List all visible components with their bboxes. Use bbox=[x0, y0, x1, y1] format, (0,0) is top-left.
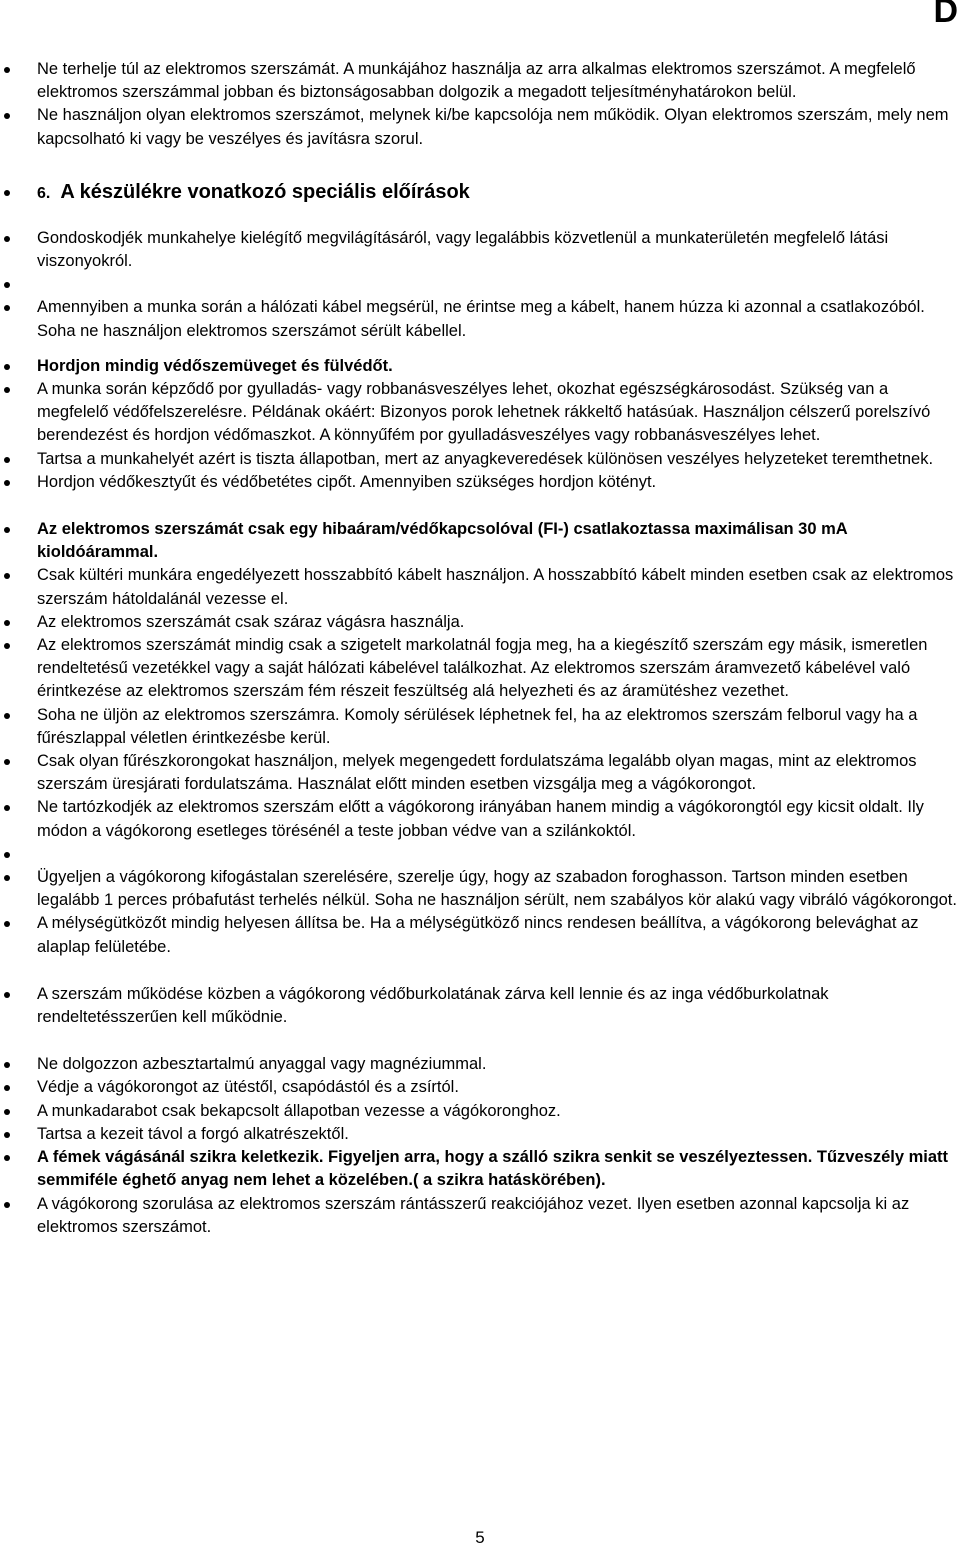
page-number: 5 bbox=[475, 1528, 485, 1547]
section-letter-marker: D bbox=[933, 0, 958, 30]
list-item: Ügyeljen a vágókorong kifogástalan szerelésére, szerelje úgy, hogy az szabadon foroghasson. Tartson minden esetben legalább 1 perces próbafutást terhelés nélkül. Soha ne használjon sérült, nem szabályos kör alakú vagy vibráló vágókorongot. bbox=[0, 866, 958, 912]
list-item: A munka során képződő por gyulladás- vagy robbanásveszélyes lehet, okozhat egészségkárosodást. Szükség van a megfelelő védőfelszerelésre. Példának okáért: Bizonyos porok lehetnek rákkeltő hatásúak. Használjon célszerű porelszívó berendezést és hordjon védőmaszkot. A könnyűfém por gyulladásveszélyes vagy robbanásveszélyes lehet. bbox=[0, 378, 958, 448]
list-item: A vágókorong szorulása az elektromos szerszám rántásszerű reakciójához vezet. Ilyen esetben azonnal kapcsolja ki az elektromos szerszámot. bbox=[0, 1193, 958, 1239]
empty-list-item bbox=[0, 273, 958, 296]
section-heading bbox=[0, 179, 958, 207]
list-item: Védje a vágókorongot az ütéstől, csapódástól és a zsírtól. bbox=[0, 1076, 958, 1099]
section-heading-list bbox=[0, 179, 958, 207]
list-item: Ne dolgozzon azbesztartalmú anyaggal vagy magnéziummal. bbox=[0, 1053, 958, 1076]
list-item: Ne használjon olyan elektromos szerszámot, melynek ki/be kapcsolója nem működik. Olyan elektromos szerszám, mely nem kapcsolható ki vagy be veszélyes és javításra szorul. bbox=[0, 104, 958, 150]
list-item: Gondoskodjék munkahelye kielégítő megvilágításáról, vagy legalábbis közvetlenül a munkaterületén megfelelő látási viszonyokról. bbox=[0, 227, 958, 273]
section-number: 6. bbox=[37, 184, 51, 202]
list-item: Hordjon mindig védőszemüveget és fülvédőt. bbox=[0, 355, 958, 378]
safety-list bbox=[0, 227, 958, 1239]
list-item: Soha ne üljön az elektromos szerszámra. Komoly sérülések léphetnek fel, ha az elektromos szerszám felborul vagy ha a fűrészlappal véletlen érintkezésbe kerül. bbox=[0, 704, 958, 750]
empty-list-item bbox=[0, 843, 958, 866]
list-item: Az elektromos szerszámát mindig csak a szigetelt markolatnál fogja meg, ha a kiegészítő szerszám egy másik, ismeretlen rendeltetésű vezetékkel vagy a saját hálózati kábelével találkozhat. Az elektromos szerszám áramvezető kábelével való érintkezése az elektromos szerszám fém részeit feszültség alá helyezheti és az áramütéshez vezethet. bbox=[0, 634, 958, 704]
list-item: A munkadarabot csak bekapcsolt állapotban vezesse a vágókoronghoz. bbox=[0, 1100, 958, 1123]
list-item: A mélységütközőt mindig helyesen állítsa be. Ha a mélységütköző nincs rendesen beállítva, a vágókorong belevághat az alaplap felületébe. bbox=[0, 912, 958, 958]
list-item: Ne terhelje túl az elektromos szerszámát. A munkájához használja az arra alkalmas elektromos szerszámot. A megfelelő elektromos szerszámmal jobban és biztonságosabban dolgozik a megadott teljesítményhatárokon belül. bbox=[0, 58, 958, 104]
list-item: Az elektromos szerszámát csak egy hibaáram/védőkapcsolóval (FI-) csatlakoztassa maximálisan 30 mA kioldóárammal. bbox=[0, 518, 958, 564]
document-body bbox=[0, 58, 958, 1239]
list-item: Az elektromos szerszámát csak száraz vágásra használja. bbox=[0, 611, 958, 634]
list-item: Tartsa a kezeit távol a forgó alkatrészektől. bbox=[0, 1123, 958, 1146]
list-item: A szerszám működése közben a vágókorong védőburkolatának zárva kell lennie és az inga védőburkolatnak rendeltetésszerűen kell működnie. bbox=[0, 983, 958, 1029]
list-item: Ne tartózkodjék az elektromos szerszám előtt a vágókorong irányában hanem mindig a vágókorongtól egy kicsit oldalt. Ily módon a vágókorong esetleges törésénél a teste jobban védve van a szilánkoktól. bbox=[0, 796, 958, 842]
list-item: Amennyiben a munka során a hálózati kábel megsérül, ne érintse meg a kábelt, hanem húzza ki azonnal a csatlakozóból. Soha ne használjon elektromos szerszámot sérült kábellel. bbox=[0, 296, 958, 342]
section-title: A készülékre vonatkozó speciális előírások bbox=[60, 180, 470, 203]
intro-list bbox=[0, 58, 958, 151]
list-item: Hordjon védőkesztyűt és védőbetétes cipőt. Amennyiben szükséges hordjon kötényt. bbox=[0, 471, 958, 494]
list-item: Csak kültéri munkára engedélyezett hosszabbító kábelt használjon. A hosszabbító kábelt minden esetben csak az elektromos szerszám hátoldalánál vezesse el. bbox=[0, 564, 958, 610]
list-item: Tartsa a munkahelyét azért is tiszta állapotban, mert az anyagkeveredések különösen veszélyes helyzeteket teremthetnek. bbox=[0, 448, 958, 471]
list-item: A fémek vágásánál szikra keletkezik. Figyeljen arra, hogy a szálló szikra senkit se veszélyeztessen. Tűzveszély miatt semmiféle éghető anyag nem lehet a közelében.( a szikra hatáskörében). bbox=[0, 1146, 958, 1192]
list-item: Csak olyan fűrészkorongokat használjon, melyek megengedett fordulatszáma legalább olyan magas, mint az elektromos szerszám üresjárati fordulatszáma. Használat előtt minden esetben vizsgálja meg a vágókorongot. bbox=[0, 750, 958, 796]
